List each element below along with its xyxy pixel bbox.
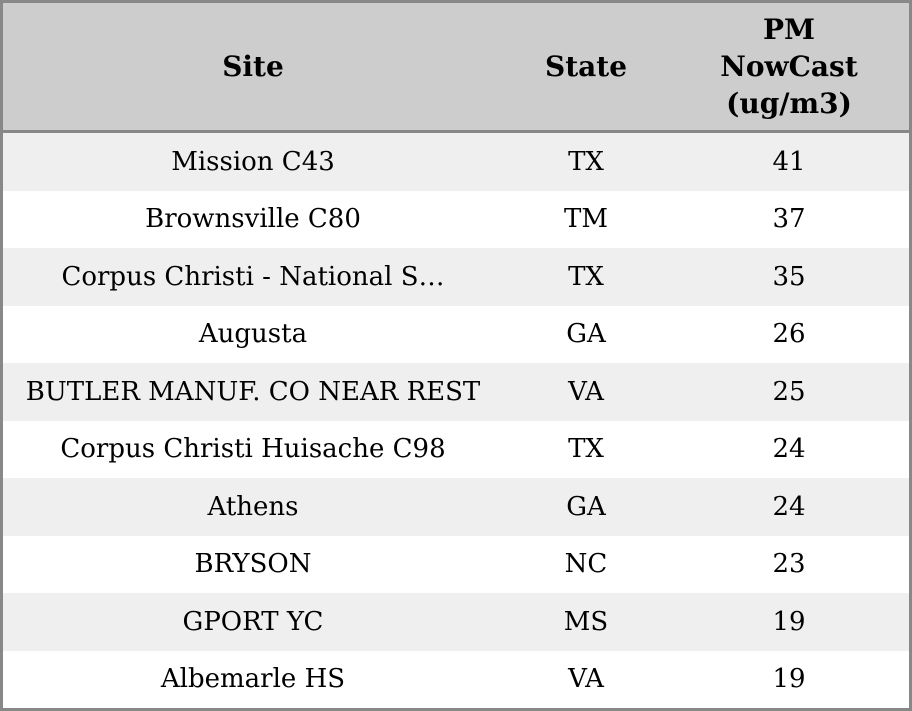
site-cell: Mission C43	[171, 146, 335, 177]
pm-nowcast-cell: 26	[772, 319, 806, 350]
pm-nowcast-cell: 23	[772, 549, 806, 580]
state-cell: MS	[563, 606, 609, 637]
table-row	[3, 651, 909, 709]
column-header-site-label: Site	[222, 50, 284, 83]
column-header-state-label: State	[544, 50, 628, 83]
pm-nowcast-cell: 24	[772, 491, 806, 522]
site-cell: BUTLER MANUF. CO NEAR REST	[25, 376, 481, 407]
table-row	[3, 248, 909, 306]
pm-nowcast-cell: 24	[772, 434, 806, 465]
column-header-state	[503, 3, 669, 130]
table-row	[3, 536, 909, 594]
column-header-pm-nowcast-label: PM NowCast (ug/m3)	[720, 13, 858, 120]
site-cell: Athens	[207, 491, 299, 522]
site-cell: Augusta	[198, 319, 308, 350]
table-row	[3, 191, 909, 249]
column-header-pm-nowcast	[669, 3, 909, 130]
pm-nowcast-cell: 41	[772, 146, 806, 177]
state-cell: TX	[568, 434, 604, 465]
table-row	[3, 133, 909, 191]
site-cell: Corpus Christi Huisache C98	[60, 434, 446, 465]
site-cell: Brownsville C80	[145, 204, 361, 235]
site-cell: GPORT YC	[182, 606, 324, 637]
pm-nowcast-cell: 35	[772, 261, 806, 292]
state-cell: TX	[568, 261, 604, 292]
pm-nowcast-cell: 37	[772, 204, 806, 235]
state-cell: GA	[566, 491, 606, 522]
state-cell: VA	[568, 664, 604, 695]
site-cell: Corpus Christi - National S…	[61, 261, 445, 292]
table-body	[3, 133, 909, 708]
table-row	[3, 306, 909, 364]
pm-nowcast-cell: 25	[772, 376, 806, 407]
table-row	[3, 363, 909, 421]
column-header-site	[3, 3, 503, 130]
state-cell: NC	[564, 549, 608, 580]
table-row	[3, 421, 909, 479]
site-cell: BRYSON	[194, 549, 312, 580]
state-cell: GA	[566, 319, 606, 350]
state-cell: TX	[568, 146, 604, 177]
state-cell: TM	[564, 204, 608, 235]
table-row	[3, 593, 909, 651]
pm-nowcast-cell: 19	[772, 606, 806, 637]
site-cell: Albemarle HS	[160, 664, 346, 695]
pm-nowcast-cell: 19	[772, 664, 806, 695]
table-header-row	[3, 3, 909, 133]
table-row	[3, 478, 909, 536]
state-cell: VA	[568, 376, 604, 407]
